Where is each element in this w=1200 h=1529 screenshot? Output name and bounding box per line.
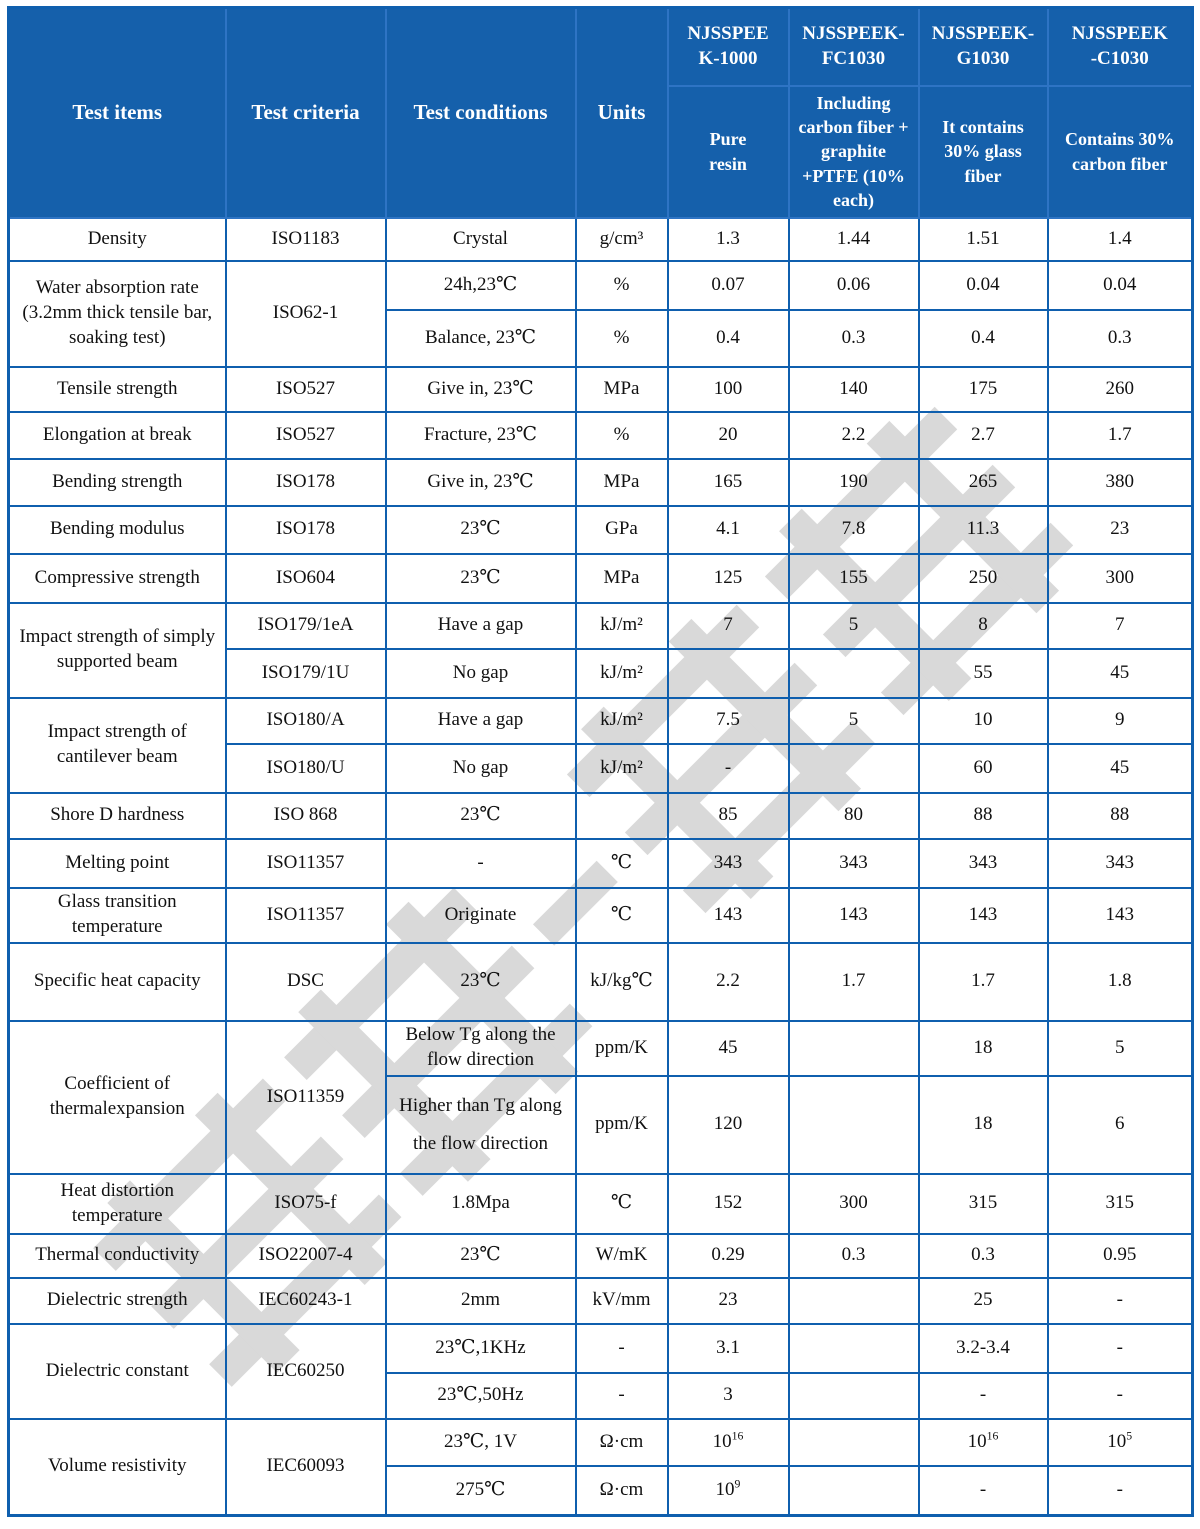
- cell-value: 7.5: [668, 698, 789, 744]
- cell-criteria: ISO179/1eA: [226, 603, 386, 649]
- cell-value: 143: [668, 888, 789, 943]
- cell-value: 143: [789, 888, 919, 943]
- cell-condition: 23℃: [386, 554, 576, 603]
- cell-value: [789, 1419, 919, 1466]
- cell-criteria: DSC: [226, 943, 386, 1021]
- cell-value: [919, 1419, 1048, 1466]
- cell-value: [789, 744, 919, 793]
- cell-value: 60: [919, 744, 1048, 793]
- cell-item: Volume resistivity: [9, 1419, 226, 1516]
- table-row: [9, 459, 1193, 506]
- table-row: [9, 888, 1193, 943]
- cell-value: 88: [1048, 793, 1193, 839]
- cell-condition: 23℃,50Hz: [386, 1373, 576, 1419]
- model-name-line: NJSSPEEK-: [802, 23, 905, 45]
- cell-criteria: ISO178: [226, 459, 386, 506]
- cell-condition: Have a gap: [386, 603, 576, 649]
- cell-criteria: ISO180/U: [226, 744, 386, 793]
- cell-condition: Fracture, 23℃: [386, 412, 576, 459]
- cell-item: Dielectric constant: [9, 1324, 226, 1419]
- cell-value: 5: [789, 603, 919, 649]
- cell-value: [789, 1021, 919, 1076]
- cell-value: 155: [789, 554, 919, 603]
- model-name-line: K-1000: [698, 47, 758, 69]
- value-base: 10: [967, 1430, 987, 1452]
- cell-unit: kJ/m²: [576, 744, 668, 793]
- product-desc-fc1030: Including carbon fiber + graphite +PTFE (10% each): [789, 86, 919, 218]
- cell-unit: kJ/kg℃: [576, 943, 668, 1021]
- col-header-test-items: Test items: [9, 8, 226, 218]
- cell-item: Elongation at break: [9, 412, 226, 459]
- cell-value: 250: [919, 554, 1048, 603]
- table-row: [9, 554, 1193, 603]
- cell-value: 10: [919, 698, 1048, 744]
- cell-value: -: [1048, 1324, 1193, 1373]
- cell-value: 3: [668, 1373, 789, 1419]
- product-desc-text: Pure resin: [709, 129, 747, 174]
- cell-value: 3.2-3.4: [919, 1324, 1048, 1373]
- cell-item: Impact strength of simply supported beam: [9, 603, 226, 698]
- cell-criteria: IEC60243-1: [226, 1278, 386, 1324]
- cell-condition: Give in, 23℃: [386, 367, 576, 412]
- cell-condition: Have a gap: [386, 698, 576, 744]
- cell-item: Glass transition temperature: [9, 888, 226, 943]
- model-name-line: G1030: [956, 47, 1010, 69]
- cell-criteria: ISO11357: [226, 839, 386, 888]
- table-row: [9, 698, 1193, 744]
- col-header-njsspeek-1000: [668, 8, 789, 86]
- cell-criteria: ISO527: [226, 412, 386, 459]
- cell-value: 55: [919, 649, 1048, 698]
- cell-value: 0.04: [919, 261, 1048, 310]
- cell-value: 300: [1048, 554, 1193, 603]
- cell-value: 165: [668, 459, 789, 506]
- cell-value: 152: [668, 1174, 789, 1234]
- cell-criteria: ISO75-f: [226, 1174, 386, 1234]
- cell-criteria: ISO178: [226, 506, 386, 554]
- cell-value: 25: [919, 1278, 1048, 1324]
- cell-criteria: IEC60093: [226, 1419, 386, 1516]
- cell-value: [1048, 1419, 1193, 1466]
- cell-value: 2.7: [919, 412, 1048, 459]
- cell-value: 1.3: [668, 218, 789, 261]
- cell-value: 6: [1048, 1076, 1193, 1174]
- cell-value: 343: [919, 839, 1048, 888]
- value-exponent: 16: [986, 1429, 999, 1443]
- table-row: [9, 1234, 1193, 1278]
- cell-condition: 275℃: [386, 1466, 576, 1516]
- cell-item: Density: [9, 218, 226, 261]
- col-header-njsspeek-c1030: [1048, 8, 1193, 86]
- col-header-njsspeek-fc1030: [789, 8, 919, 86]
- cell-value: 0.07: [668, 261, 789, 310]
- cell-value: 4.1: [668, 506, 789, 554]
- value-exponent: 16: [731, 1429, 744, 1443]
- value-base: 10: [712, 1430, 732, 1452]
- cell-value: 3.1: [668, 1324, 789, 1373]
- cell-value: 5: [789, 698, 919, 744]
- cell-item: Coefficient of thermalexpansion: [9, 1021, 226, 1174]
- table-row: [9, 839, 1193, 888]
- cell-unit: %: [576, 412, 668, 459]
- table-row: [9, 261, 1193, 310]
- model-name-line: NJSSPEE: [687, 23, 769, 45]
- table-row: [9, 793, 1193, 839]
- cell-item: Water absorption rate (3.2mm thick tensile bar, soaking test): [9, 261, 226, 367]
- header-row-models: [9, 8, 1193, 86]
- cell-item: Bending modulus: [9, 506, 226, 554]
- cell-condition: 24h,23℃: [386, 261, 576, 310]
- cell-condition: Higher than Tg along the flow direction: [386, 1076, 576, 1174]
- value-base: 10: [715, 1478, 735, 1500]
- cell-item: Melting point: [9, 839, 226, 888]
- cell-value: 0.95: [1048, 1234, 1193, 1278]
- cell-value: 300: [789, 1174, 919, 1234]
- cell-unit: ℃: [576, 1174, 668, 1234]
- cell-unit: ppm/K: [576, 1076, 668, 1174]
- cell-item: Shore D hardness: [9, 793, 226, 839]
- cell-value: 23: [1048, 506, 1193, 554]
- cell-unit: MPa: [576, 459, 668, 506]
- cell-unit: %: [576, 310, 668, 367]
- col-header-test-criteria: Test criteria: [226, 8, 386, 218]
- cell-condition: 23℃: [386, 943, 576, 1021]
- cell-value: 0.3: [1048, 310, 1193, 367]
- cell-value: 0.3: [789, 310, 919, 367]
- value-exponent: 5: [1126, 1429, 1133, 1443]
- cell-value: 0.29: [668, 1234, 789, 1278]
- cell-item: Heat distortion temperature: [9, 1174, 226, 1234]
- col-header-units: Units: [576, 8, 668, 218]
- cell-value: [789, 1373, 919, 1419]
- cell-condition: 23℃: [386, 1234, 576, 1278]
- cell-unit: %: [576, 261, 668, 310]
- table-row: [9, 943, 1193, 1021]
- cell-value: 1.44: [789, 218, 919, 261]
- cell-value: [789, 1466, 919, 1516]
- cell-value: 1.7: [789, 943, 919, 1021]
- cell-condition: 2mm: [386, 1278, 576, 1324]
- cell-value: 1.4: [1048, 218, 1193, 261]
- cell-unit: kJ/m²: [576, 698, 668, 744]
- table-row: [9, 1021, 1193, 1076]
- cell-criteria: ISO1183: [226, 218, 386, 261]
- cell-value: 315: [1048, 1174, 1193, 1234]
- cell-item: Impact strength of cantilever beam: [9, 698, 226, 793]
- cell-value: 140: [789, 367, 919, 412]
- cell-value: [789, 1324, 919, 1373]
- cell-value: 7: [668, 603, 789, 649]
- cell-value: 9: [1048, 698, 1193, 744]
- cell-value: 85: [668, 793, 789, 839]
- cell-criteria: ISO62-1: [226, 261, 386, 367]
- model-name-line: NJSSPEEK-: [931, 23, 1035, 45]
- cell-item: Tensile strength: [9, 367, 226, 412]
- table-row: [9, 218, 1193, 261]
- cell-condition: 1.8Mpa: [386, 1174, 576, 1234]
- cell-value: [789, 1076, 919, 1174]
- cell-value: 2.2: [789, 412, 919, 459]
- cell-value: 265: [919, 459, 1048, 506]
- cell-value: 343: [668, 839, 789, 888]
- cell-unit: ppm/K: [576, 1021, 668, 1076]
- cell-item: Compressive strength: [9, 554, 226, 603]
- cell-condition: Balance, 23℃: [386, 310, 576, 367]
- cell-condition: 23℃: [386, 506, 576, 554]
- cell-item: Thermal conductivity: [9, 1234, 226, 1278]
- cell-criteria: ISO527: [226, 367, 386, 412]
- cell-unit: Ω·cm: [576, 1419, 668, 1466]
- cell-value: [789, 1278, 919, 1324]
- cell-unit: MPa: [576, 367, 668, 412]
- cell-value: 7.8: [789, 506, 919, 554]
- cell-value: -: [919, 1373, 1048, 1419]
- cell-condition: Crystal: [386, 218, 576, 261]
- cell-value: [668, 649, 789, 698]
- cell-value: 80: [789, 793, 919, 839]
- cell-value: 343: [789, 839, 919, 888]
- product-desc-g1030: It contains 30% glass fiber: [919, 86, 1048, 218]
- cell-unit: -: [576, 1373, 668, 1419]
- cell-item: Dielectric strength: [9, 1278, 226, 1324]
- cell-unit: [576, 793, 668, 839]
- value-base: 10: [1107, 1430, 1127, 1452]
- cell-value: 1.7: [1048, 412, 1193, 459]
- cell-criteria: IEC60250: [226, 1324, 386, 1419]
- table-row: [9, 1174, 1193, 1234]
- cell-unit: GPa: [576, 506, 668, 554]
- cell-value: 343: [1048, 839, 1193, 888]
- col-header-test-conditions: Test conditions: [386, 8, 576, 218]
- cell-value: -: [668, 744, 789, 793]
- cell-value: 0.3: [789, 1234, 919, 1278]
- col-header-njsspeek-g1030: [919, 8, 1048, 86]
- cell-value: 125: [668, 554, 789, 603]
- cell-condition: -: [386, 839, 576, 888]
- cell-unit: kV/mm: [576, 1278, 668, 1324]
- cell-unit: kJ/m²: [576, 603, 668, 649]
- cell-value: [668, 1466, 789, 1516]
- cell-value: 7: [1048, 603, 1193, 649]
- product-desc-c1030: Contains 30% carbon fiber: [1048, 86, 1193, 218]
- cell-criteria: ISO11357: [226, 888, 386, 943]
- cell-value: 100: [668, 367, 789, 412]
- cell-value: 143: [1048, 888, 1193, 943]
- cell-condition: Originate: [386, 888, 576, 943]
- model-name-line: FC1030: [821, 47, 886, 69]
- cell-condition: No gap: [386, 744, 576, 793]
- cell-criteria: ISO180/A: [226, 698, 386, 744]
- table-row: [9, 412, 1193, 459]
- value-exponent: 9: [734, 1477, 741, 1491]
- cell-value: -: [1048, 1466, 1193, 1516]
- cell-condition: No gap: [386, 649, 576, 698]
- cell-criteria: ISO 868: [226, 793, 386, 839]
- cell-criteria: ISO179/1U: [226, 649, 386, 698]
- cell-value: 8: [919, 603, 1048, 649]
- cell-unit: g/cm³: [576, 218, 668, 261]
- cell-value: 0.3: [919, 1234, 1048, 1278]
- table-row: [9, 1324, 1193, 1373]
- cell-value: 45: [1048, 744, 1193, 793]
- model-name-line: NJSSPEEK: [1071, 23, 1168, 45]
- cell-condition: Below Tg along the flow direction: [386, 1021, 576, 1076]
- spec-table: [7, 6, 1194, 1517]
- cell-value: 1.8: [1048, 943, 1193, 1021]
- cell-value: 120: [668, 1076, 789, 1174]
- table-row: [9, 1419, 1193, 1466]
- cell-value: 2.2: [668, 943, 789, 1021]
- cell-value: 5: [1048, 1021, 1193, 1076]
- cell-condition: 23℃,1KHz: [386, 1324, 576, 1373]
- cell-value: 0.04: [1048, 261, 1193, 310]
- table-row: [9, 603, 1193, 649]
- cell-item: Bending strength: [9, 459, 226, 506]
- cell-value: 380: [1048, 459, 1193, 506]
- cell-unit: Ω·cm: [576, 1466, 668, 1516]
- cell-condition: Give in, 23℃: [386, 459, 576, 506]
- cell-unit: W/mK: [576, 1234, 668, 1278]
- cell-value: 315: [919, 1174, 1048, 1234]
- cell-value: 143: [919, 888, 1048, 943]
- table-row: [9, 506, 1193, 554]
- cell-value: 190: [789, 459, 919, 506]
- cell-unit: MPa: [576, 554, 668, 603]
- cell-value: [668, 1419, 789, 1466]
- table-row: [9, 367, 1193, 412]
- cell-criteria: ISO22007-4: [226, 1234, 386, 1278]
- cell-value: 45: [668, 1021, 789, 1076]
- cell-value: 20: [668, 412, 789, 459]
- cell-condition: 23℃: [386, 793, 576, 839]
- model-name-line: -C1030: [1090, 47, 1149, 69]
- cell-value: 45: [1048, 649, 1193, 698]
- cell-value: 18: [919, 1021, 1048, 1076]
- cell-value: -: [919, 1466, 1048, 1516]
- cell-value: 0.4: [919, 310, 1048, 367]
- cell-item: Specific heat capacity: [9, 943, 226, 1021]
- cell-value: 260: [1048, 367, 1193, 412]
- cell-value: 11.3: [919, 506, 1048, 554]
- cell-value: 1.7: [919, 943, 1048, 1021]
- cell-value: 88: [919, 793, 1048, 839]
- cell-value: 1.51: [919, 218, 1048, 261]
- cell-criteria: ISO604: [226, 554, 386, 603]
- cell-unit: ℃: [576, 839, 668, 888]
- cell-value: -: [1048, 1278, 1193, 1324]
- table-row: [9, 1278, 1193, 1324]
- cell-value: [789, 649, 919, 698]
- cell-value: 0.06: [789, 261, 919, 310]
- cell-criteria: ISO11359: [226, 1021, 386, 1174]
- cell-value: 0.4: [668, 310, 789, 367]
- cell-value: -: [1048, 1373, 1193, 1419]
- cell-unit: kJ/m²: [576, 649, 668, 698]
- cell-value: 18: [919, 1076, 1048, 1174]
- cell-condition: 23℃, 1V: [386, 1419, 576, 1466]
- product-desc-pure-resin: [668, 86, 789, 218]
- cell-value: 175: [919, 367, 1048, 412]
- cell-unit: -: [576, 1324, 668, 1373]
- cell-value: 23: [668, 1278, 789, 1324]
- cell-unit: ℃: [576, 888, 668, 943]
